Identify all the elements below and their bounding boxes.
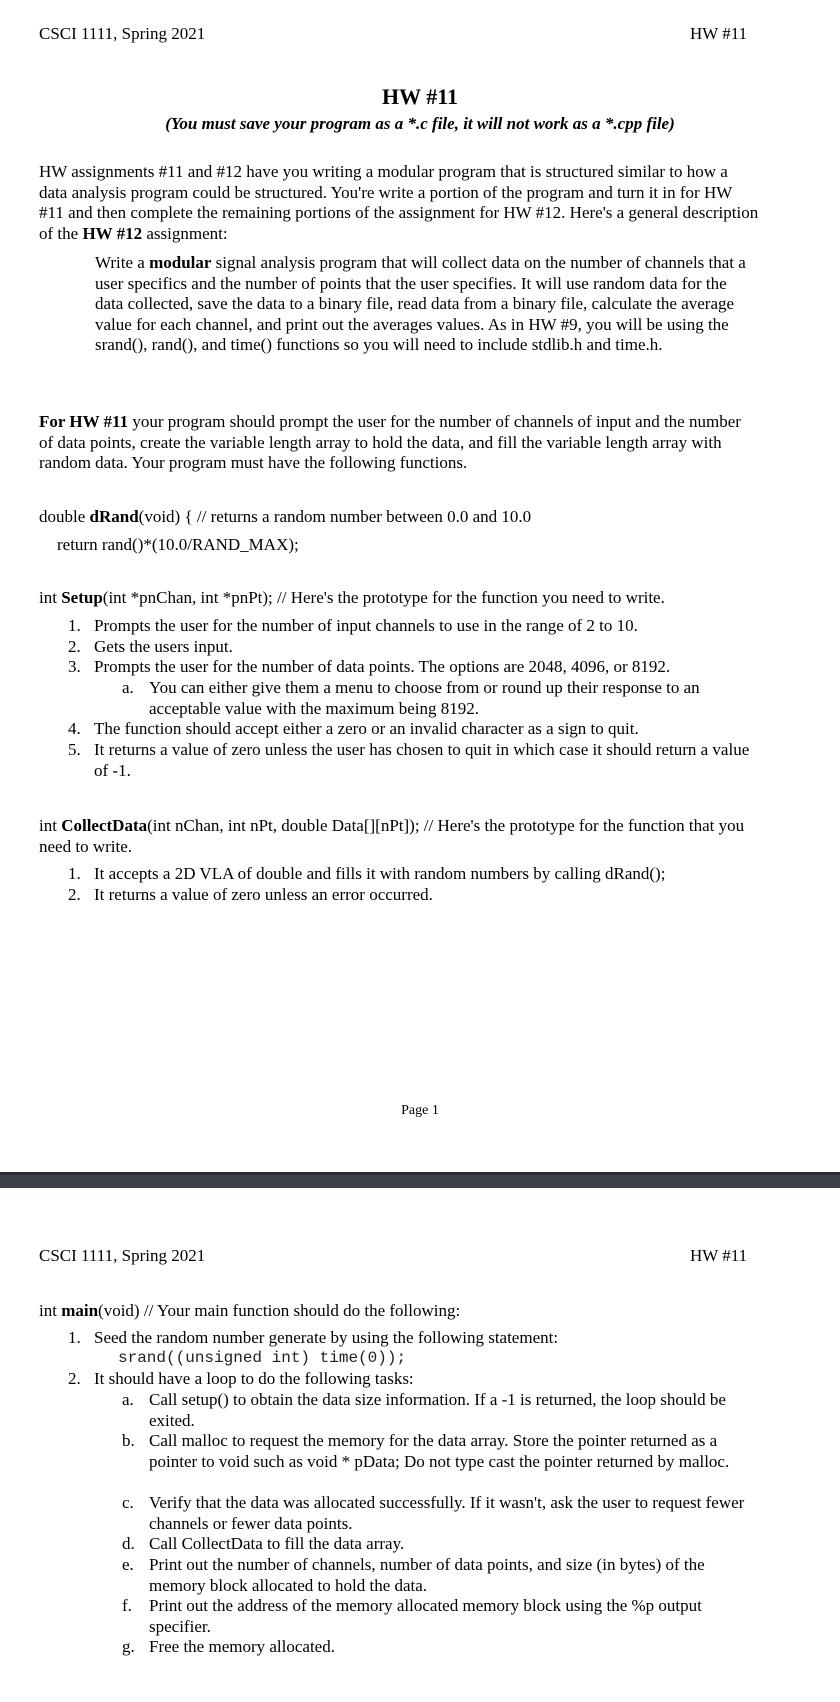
setup-signature: int Setup(int *pnChan, int *pnPt); // Here's the prototype for the function you need to write. [39, 588, 665, 607]
main-signature: int main(void) // Your main function should do the following: [39, 1301, 461, 1320]
page-1: CSCI 1111, Spring 2021 HW #11 HW #11 (You must save your program as a *.c file, it will not work as a *.cpp file) HW assignments #11 and #12 have you writing a modular program that is structured similar to how a data analysis program could be structured. You're write a portion of the program and turn it in for HW #11 and then complete the remaining portions of the assignment for HW #12. Here's a general description of the HW #12 assignment: Write a modular signal analysis program that will collect data on the number of channels that a user specifics and the number of points that the user specifies. It will use random data for the data collected, save the data to a binary file, read data from a binary file, calculate the average value for each channel, and print out the averages values. As in HW #9, you will be using the srand(), rand(), and time() functions so you will need to include stdlib.h and time.h. For HW #11 your program should prompt the user for the number of channels of input and the number of data points, create the variable length array to hold the data, and fill the variable length array with random data. Your program must have the following functions. double dRand(void) { // returns a random number between 0.0 and 10.0 return rand()*(10.0/RAND_MAX); int Setup(int *pnChan, int *pnPt); // Here's the prototype for the function you need to write. 1. Prompts the user for the number of input channels to use in the range of 2 to 10. 2. Gets the users input. 3. Prompts the user for the number of data points. The options are 2048, 4096, or 8192. a. You can either give them a menu to choose from or round up their response to an acceptable value with the maximum being 8192. 4. The function should accept either a zero or an invalid character as a sign to quit. 5. It returns a value of zero unless the user has chosen to quit in which case it should return a value of -1. int CollectData(int nChan, int nPt, double Data[][nPt]); // Here's the prototype for the function that you need to write. 1. It accepts a 2D VLA of double and fills it with random numbers by calling dRand(); 2. It returns a value of zero unless an error occurred. Page 1 [0, 0, 840, 1172]
header-course: CSCI 1111, Spring 2021 [39, 1246, 206, 1265]
drand-signature: double dRand(void) { // returns a random number between 0.0 and 10.0 [39, 507, 532, 526]
code-snippet: srand((unsigned int) time(0)); [118, 1349, 407, 1367]
collectdata-signature: int CollectData(int nChan, int nPt, double Data[][nPt]); // Here's the prototype for the function that you need to write. [39, 816, 745, 856]
header-hw: HW #11 [690, 24, 748, 43]
hw11-paragraph: For HW #11 your program should prompt the user for the number of channels of input and the number of data points, create the variable length array to hold the data, and fill the variable length array with random data. Your program must have the following functions. [39, 412, 741, 473]
header-hw: HW #11 [690, 1246, 748, 1265]
page-number: Page 1 [401, 1103, 439, 1118]
page-2: CSCI 1111, Spring 2021 HW #11 int main(void) // Your main function should do the following: 1. Seed the random number generate by using the following statement: 2. It should have a loop to do the following tasks: srand((unsigned int) time(0)); a. Call setup() to obtain the data size information. If a -1 is returned, the loop should be exited. b. Call malloc to request the memory for the data array. Store the pointer returned as a pointer to void such as void * pData; Do not type cast the pointer returned by malloc. c. Verify that the data was allocated successfully. If it wasn't, ask the user to request fewer channels or fewer data points. d. Call CollectData to fill the data array. e. Print out the number of channels, number of data points, and size (in bytes) of the memory block allocated to hold the data. f. Print out the address of the memory allocated memory block using the %p output specifier. g. Free the memory allocated. [0, 1188, 840, 1702]
header-course: CSCI 1111, Spring 2021 [39, 24, 206, 43]
drand-body: return rand()*(10.0/RAND_MAX); [57, 535, 299, 554]
page-separator [0, 1172, 840, 1188]
page-title: HW #11 [381, 84, 458, 109]
intro-paragraph: HW assignments #11 and #12 have you writing a modular program that is structured similar to how a data analysis program could be structured. You're write a portion of the program and turn it in for HW #11 and then complete the remaining portions of the assignment for HW #12. Here's a general description of the HW #12 assignment: [39, 162, 759, 243]
description-paragraph: Write a modular signal analysis program that will collect data on the number of channels that a user specifics and the number of points that the user specifies. It will use random data for the data collected, save the data to a binary file, read data from a binary file, calculate the average value for each channel, and print out the averages values. As in HW #9, you will be using the srand(), rand(), and time() functions so you will need to include stdlib.h and time.h. [95, 253, 746, 355]
page-subtitle: (You must save your program as a *.c file, it will not work as a *.cpp file) [165, 114, 675, 133]
